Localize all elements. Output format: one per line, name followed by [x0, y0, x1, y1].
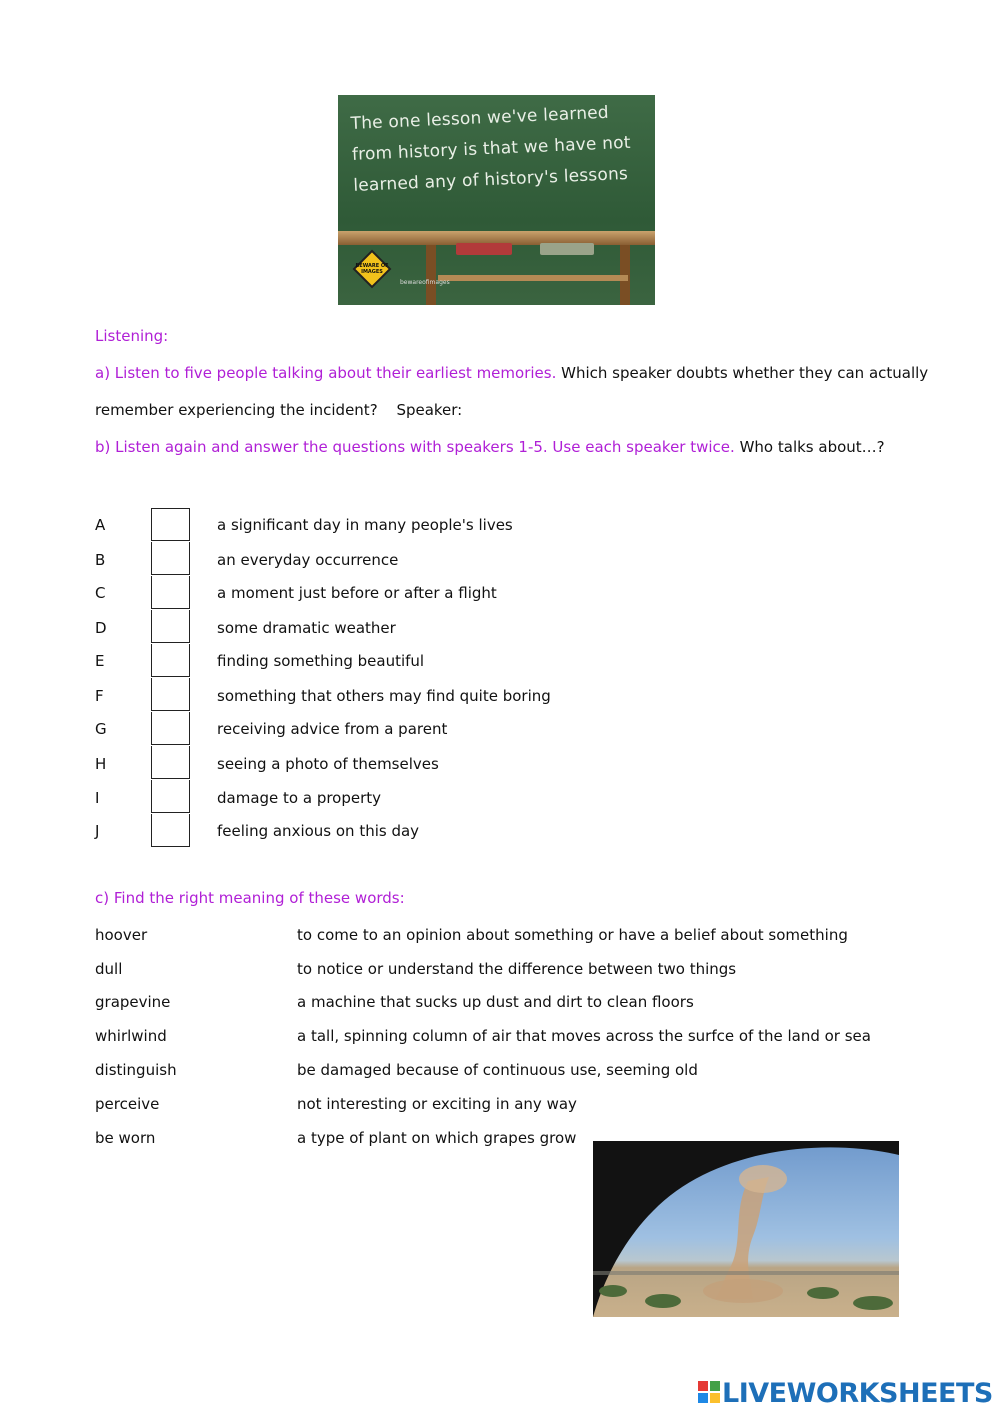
- answer-box[interactable]: [151, 644, 190, 677]
- task-a-question-cont: remember experiencing the incident?: [95, 401, 378, 419]
- answer-box[interactable]: [151, 542, 190, 575]
- beware-badge-text: BEWARE OF IMAGES: [355, 263, 389, 275]
- task-a-question: Which speaker doubts whether they can actually: [556, 364, 929, 382]
- easel-leg: [426, 245, 436, 305]
- vocab-word: distinguish: [95, 1061, 177, 1079]
- row-letter: D: [95, 619, 107, 637]
- row-text: something that others may find quite boring: [217, 687, 551, 705]
- row-text: damage to a property: [217, 789, 382, 807]
- row-letter: G: [95, 720, 107, 738]
- whirlwind-photo: [593, 1141, 899, 1317]
- answer-box[interactable]: [151, 610, 190, 643]
- vocab-word: whirlwind: [95, 1027, 167, 1045]
- vocab-word: hoover: [95, 926, 148, 944]
- liveworksheets-brand: LIVEWORKSHEETS: [722, 1378, 993, 1409]
- row-text: seeing a photo of themselves: [217, 755, 439, 773]
- vocab-meaning: a tall, spinning column of air that moves across the surfce of the land or sea: [297, 1027, 871, 1045]
- vocab-meaning: be damaged because of continuous use, seeming old: [297, 1061, 698, 1079]
- answer-box[interactable]: [151, 780, 190, 813]
- vocab-meaning: a machine that sucks up dust and dirt to clean floors: [297, 993, 694, 1011]
- section-title: Listening:: [95, 327, 169, 345]
- task-a-line-2: [95, 401, 462, 419]
- answer-box[interactable]: [151, 746, 190, 779]
- row-text: some dramatic weather: [217, 619, 396, 637]
- vocab-word: dull: [95, 960, 123, 978]
- row-letter: E: [95, 652, 105, 670]
- easel-bar: [438, 275, 628, 281]
- answer-box[interactable]: [151, 576, 190, 609]
- eraser-gray: [540, 243, 594, 255]
- row-letter: A: [95, 516, 106, 534]
- chalkboard-quote: The one lesson we've learned from history is that we have not learned any of history's lessons: [350, 102, 632, 196]
- row-text: a significant day in many people's lives: [217, 516, 513, 534]
- row-text: receiving advice from a parent: [217, 720, 448, 738]
- row-text: feeling anxious on this day: [217, 822, 420, 840]
- vocab-word: perceive: [95, 1095, 160, 1113]
- eraser-red: [456, 243, 512, 255]
- row-letter: I: [95, 789, 100, 807]
- row-letter: C: [95, 584, 106, 602]
- row-letter: J: [95, 822, 100, 840]
- vocab-word: be worn: [95, 1129, 156, 1147]
- row-text: an everyday occurrence: [217, 551, 399, 569]
- vocab-meaning: to notice or understand the difference between two things: [297, 960, 737, 978]
- row-text: a moment just before or after a flight: [217, 584, 497, 602]
- row-letter: F: [95, 687, 104, 705]
- whirlwind-illustration: [593, 1141, 899, 1317]
- answer-box[interactable]: [151, 678, 190, 711]
- task-b-line: [95, 438, 885, 456]
- liveworksheets-logo-icon: [698, 1381, 720, 1403]
- chalkboard-image: [338, 95, 655, 305]
- task-a-line-1: [95, 364, 928, 382]
- answer-box[interactable]: [151, 508, 190, 541]
- row-text: finding something beautiful: [217, 652, 425, 670]
- task-c-title: c) Find the right meaning of these words:: [95, 889, 405, 907]
- speaker-label: Speaker:: [396, 401, 463, 419]
- answer-box[interactable]: [151, 814, 190, 847]
- vocab-meaning: not interesting or exciting in any way: [297, 1095, 577, 1113]
- row-letter: B: [95, 551, 106, 569]
- vocab-meaning: a type of plant on which grapes grow: [297, 1129, 577, 1147]
- task-b-instruction: b) Listen again and answer the questions with speakers 1-5. Use each speaker twice.: [95, 438, 735, 456]
- task-a-instruction: a) Listen to five people talking about their earliest memories.: [95, 364, 557, 382]
- row-letter: H: [95, 755, 107, 773]
- vocab-word: grapevine: [95, 993, 171, 1011]
- answer-box[interactable]: [151, 712, 190, 745]
- task-b-question: Who talks about…?: [734, 438, 885, 456]
- image-caption: bewareofimages: [400, 279, 450, 286]
- vocab-meaning: to come to an opinion about something or have a belief about something: [297, 926, 848, 944]
